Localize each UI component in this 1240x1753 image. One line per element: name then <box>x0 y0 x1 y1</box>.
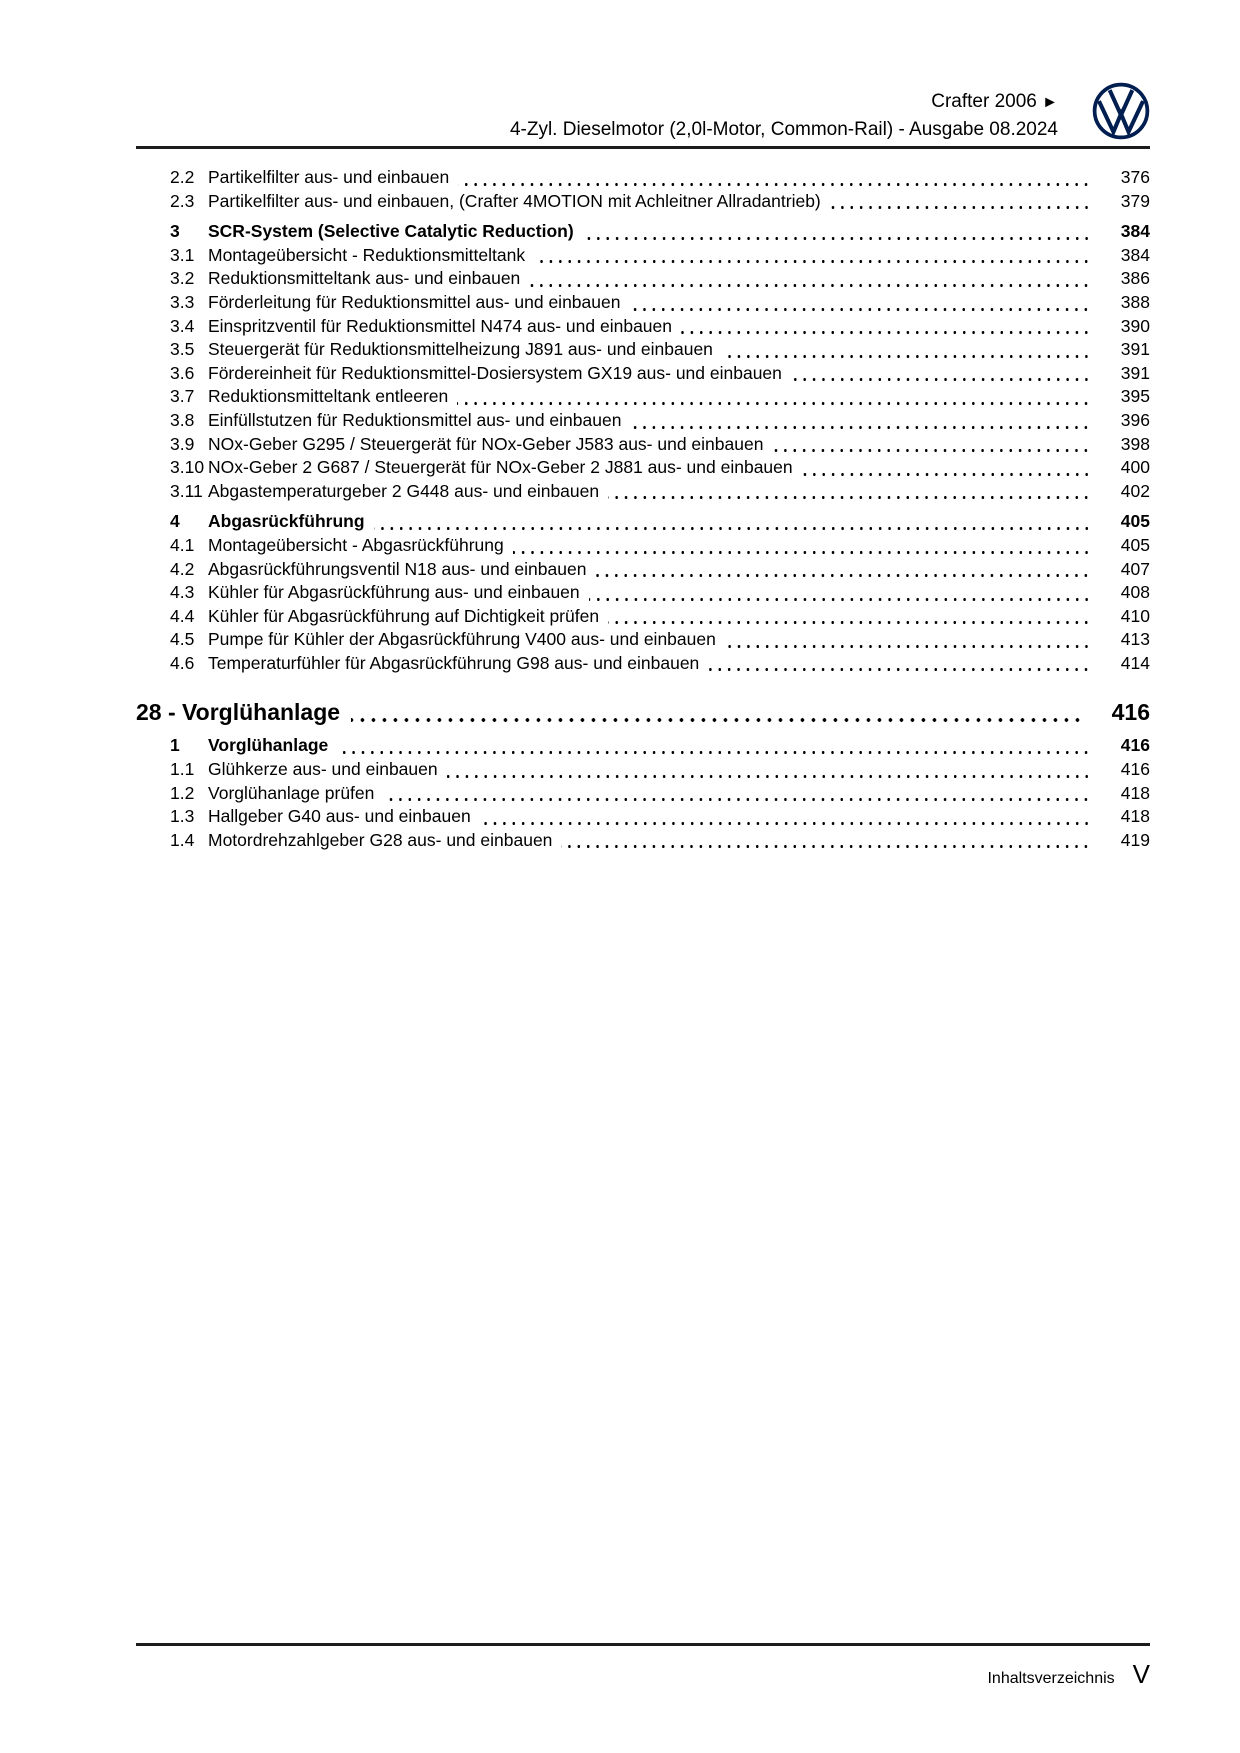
toc-entry-title: Förderleitung für Reduktionsmittel aus- und einbauen <box>208 291 621 312</box>
dot-leader <box>583 237 1091 240</box>
forward-arrow-icon: ► <box>1042 94 1058 111</box>
dot-leader <box>374 527 1091 530</box>
toc-entry-title: Partikelfilter aus- und einbauen, (Crafter 4MOTION mit Achleitner Allradantrieb) <box>208 190 821 211</box>
dot-leader <box>383 798 1091 801</box>
dot-leader <box>351 718 1083 722</box>
toc-entry-number: 3.8 <box>170 409 195 430</box>
toc-entry-number: 3 <box>170 221 180 242</box>
toc-entry-number: 4 <box>170 511 180 532</box>
dot-leader <box>791 378 1091 381</box>
toc-row <box>136 558 1150 582</box>
toc-entry-title: Steuergerät für Reduktionsmittelheizung J891 aus- und einbauen <box>208 339 713 360</box>
toc-entry-number: 4.5 <box>170 629 195 650</box>
dot-leader <box>830 206 1091 209</box>
dot-leader <box>589 598 1091 601</box>
toc-entry-number: 3.9 <box>170 433 195 454</box>
toc-entry-number: 3.2 <box>170 268 195 289</box>
toc-entry-page: 400 <box>1120 457 1150 478</box>
toc-entry-number: 4.4 <box>170 605 195 626</box>
toc-entry-title: Reduktionsmitteltank aus- und einbauen <box>208 268 521 289</box>
toc-entry-title: NOx-Geber G295 / Steuergerät für NOx-Geber J583 aus- und einbauen <box>208 433 764 454</box>
toc-entry-number: 1.1 <box>170 759 195 780</box>
dot-leader <box>608 496 1091 499</box>
toc-entry-page: 416 <box>1120 735 1150 756</box>
toc-entry-title: Abgasrückführung <box>208 511 365 532</box>
dot-leader <box>629 308 1091 311</box>
model-designation <box>510 88 1058 116</box>
toc-entry-title: Motordrehzahlgeber G28 aus- und einbauen <box>208 829 553 850</box>
toc-row <box>136 605 1150 629</box>
toc-row <box>136 291 1150 315</box>
toc-entry-page: 414 <box>1120 652 1150 673</box>
dot-leader <box>772 449 1091 452</box>
toc-entry-page: 405 <box>1120 534 1150 555</box>
footer-section-label: Inhaltsverzeichnis <box>987 1670 1115 1687</box>
toc-entry-title: Einspritzventil für Reduktionsmittel N474 aus- und einbauen <box>208 315 673 336</box>
dot-leader <box>722 355 1091 358</box>
toc-entry-page: 418 <box>1120 806 1150 827</box>
dot-leader <box>561 845 1091 848</box>
toc-entry-page: 376 <box>1120 167 1150 187</box>
toc-entry-title: Pumpe für Kühler der Abgasrückführung V400 aus- und einbauen <box>208 629 716 650</box>
dot-leader <box>480 822 1091 825</box>
toc-entry-number: 4.1 <box>170 534 195 555</box>
toc-entry-title: Montageübersicht - Abgasrückführung <box>208 534 504 555</box>
toc-entry-page: 407 <box>1120 558 1150 579</box>
toc-entry-page: 413 <box>1120 629 1150 650</box>
toc-row <box>136 220 1150 244</box>
toc-entry-page: 384 <box>1120 244 1150 265</box>
model-name: Crafter 2006 <box>931 91 1037 112</box>
toc-entry-title: Reduktionsmitteltank entleeren <box>208 386 449 407</box>
toc-row <box>136 758 1150 782</box>
toc-row <box>136 456 1150 480</box>
toc-row <box>136 267 1150 291</box>
toc-row <box>136 409 1150 433</box>
toc-row <box>136 362 1150 386</box>
toc-entry-page: 402 <box>1120 480 1150 501</box>
toc-entry-page: 390 <box>1120 315 1150 336</box>
toc-entry-number: 2.3 <box>170 190 195 211</box>
toc-entry-number: 2.2 <box>170 167 195 187</box>
toc-entry-page: 396 <box>1120 409 1150 430</box>
toc-row <box>136 385 1150 409</box>
dot-leader <box>513 551 1091 554</box>
toc-entry-title: Partikelfilter aus- und einbauen <box>208 167 450 187</box>
dot-leader <box>534 260 1091 263</box>
toc-entry-number: 3.4 <box>170 315 195 336</box>
toc-entry-title: Temperaturfühler für Abgasrückführung G98 aus- und einbauen <box>208 652 700 673</box>
toc-row <box>136 534 1150 558</box>
toc-entry-number: 1.3 <box>170 806 195 827</box>
dot-leader <box>725 645 1091 648</box>
toc-row <box>136 581 1150 605</box>
toc-entry-page: 391 <box>1120 362 1150 383</box>
toc-row <box>136 628 1150 652</box>
toc-entry-number: 4.3 <box>170 582 195 603</box>
toc-entry-number: 1.4 <box>170 829 195 850</box>
toc-entry-page: 398 <box>1120 433 1150 454</box>
page-footer <box>136 1643 1150 1690</box>
toc-row <box>136 829 1150 853</box>
toc-entry-page: 416 <box>1111 699 1150 726</box>
toc-entry-number: 3.3 <box>170 291 195 312</box>
header-title-block <box>510 82 1058 143</box>
toc-entry-title: Hallgeber G40 aus- und einbauen <box>208 806 471 827</box>
toc-entry-number: 3.1 <box>170 244 195 265</box>
toc-entry-title: Montageübersicht - Reduktionsmitteltank <box>208 244 526 265</box>
toc-entry-title: Fördereinheit für Reduktionsmittel-Dosiersystem GX19 aus- und einbauen <box>208 362 782 383</box>
dot-leader <box>337 751 1091 754</box>
toc-entry-number: 1 <box>170 735 180 756</box>
toc-entry-page: 379 <box>1120 190 1150 211</box>
page-header <box>136 82 1150 143</box>
toc-entry-page: 418 <box>1120 782 1150 803</box>
toc-row <box>136 338 1150 362</box>
dot-leader <box>595 574 1091 577</box>
toc-entry-number: 3.7 <box>170 386 195 407</box>
toc-entry-title: NOx-Geber 2 G687 / Steuergerät für NOx-Geber 2 J881 aus- und einbauen <box>208 457 793 478</box>
toc-entry-title: Vorglühanlage <box>208 735 329 756</box>
dot-leader <box>630 426 1091 429</box>
toc-entry-number: 3.5 <box>170 339 195 360</box>
toc-entry-title: Kühler für Abgasrückführung aus- und einbauen <box>208 582 580 603</box>
toc-row <box>136 734 1150 758</box>
dot-leader <box>681 331 1091 334</box>
toc-entry-title: SCR-System (Selective Catalytic Reduction) <box>208 221 574 242</box>
document-subtitle: 4-Zyl. Dieselmotor (2,0l-Motor, Common-Rail) - Ausgabe 08.2024 <box>509 119 1058 140</box>
header-divider <box>136 146 1150 149</box>
toc-entry-page: 416 <box>1120 759 1150 780</box>
dot-leader <box>458 183 1091 186</box>
toc-list <box>136 166 1150 852</box>
toc-entry-title: Glühkerze aus- und einbauen <box>208 759 438 780</box>
footer-text-block <box>136 1646 1150 1690</box>
toc-entry-page: 419 <box>1120 829 1150 850</box>
toc-entry-page: 410 <box>1120 605 1150 626</box>
toc-row <box>136 782 1150 806</box>
toc-entry-title: Abgasrückführungsventil N18 aus- und einbauen <box>208 558 587 579</box>
toc-row <box>136 510 1150 534</box>
toc-entry-title: Vorglühanlage prüfen <box>208 782 375 803</box>
vw-logo <box>1092 82 1150 140</box>
toc-entry-number: 1.2 <box>170 782 195 803</box>
dot-leader <box>457 402 1091 405</box>
footer-page-number: V <box>1132 1659 1150 1689</box>
toc-entry-number: 3.11 <box>170 480 203 501</box>
dot-leader <box>529 284 1091 287</box>
dot-leader <box>447 775 1091 778</box>
toc-row <box>136 244 1150 268</box>
toc-row <box>136 480 1150 504</box>
dot-leader <box>608 621 1091 624</box>
dot-leader <box>802 473 1091 476</box>
toc-entry-title: Abgastemperaturgeber 2 G448 aus- und einbauen <box>208 480 600 501</box>
toc-entry-title: 28 - Vorglühanlage <box>136 699 341 726</box>
toc-entry-page: 388 <box>1120 291 1150 312</box>
toc-row <box>136 433 1150 457</box>
toc-row <box>136 697 1150 727</box>
toc-entry-number: 3.10 <box>170 457 205 478</box>
toc-entry-page: 384 <box>1120 221 1150 242</box>
toc-row <box>136 315 1150 339</box>
toc-entry-page: 386 <box>1120 268 1150 289</box>
toc-row <box>136 190 1150 214</box>
toc-entry-number: 3.6 <box>170 362 195 383</box>
toc-entry-page: 391 <box>1120 339 1150 360</box>
toc-entry-title: Einfüllstutzen für Reduktionsmittel aus- und einbauen <box>208 409 622 430</box>
toc-row <box>136 166 1150 190</box>
toc-entry-page: 408 <box>1120 582 1150 603</box>
dot-leader <box>708 668 1091 671</box>
toc-row <box>136 805 1150 829</box>
toc-entry-number: 4.2 <box>170 558 195 579</box>
toc-entry-number: 4.6 <box>170 652 195 673</box>
toc-entry-page: 405 <box>1120 511 1150 532</box>
toc-row <box>136 652 1150 676</box>
toc-entry-page: 395 <box>1120 386 1150 407</box>
toc-entry-title: Kühler für Abgasrückführung auf Dichtigkeit prüfen <box>208 605 600 626</box>
